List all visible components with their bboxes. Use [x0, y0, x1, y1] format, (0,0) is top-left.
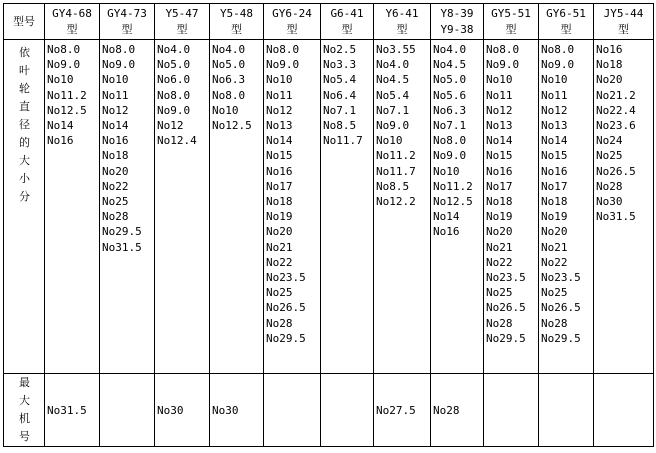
column-header: [594, 4, 654, 40]
size-list: No8.0 No9.0 No10 No11 No12 No13 No14 No15 No16 No17 No18 No19 No20 No21 No22 No23.5 No25 No26.5 No28 No29.5: [541, 43, 581, 345]
model-suffix: 型: [396, 22, 408, 36]
max-size-cell: [155, 374, 210, 447]
max-label-text: 最大机号: [19, 376, 30, 443]
max-size-value: No27.5: [376, 403, 416, 417]
size-list-cell: [484, 40, 539, 374]
sizes-row: [4, 40, 654, 374]
model-name: Y8-39: [440, 6, 474, 20]
column-header: [100, 4, 155, 40]
size-list-cell: [210, 40, 264, 374]
max-size-cell: [321, 374, 374, 447]
max-size-cell: [100, 374, 155, 447]
model-name: GY4-68: [52, 6, 92, 20]
max-size-cell: [594, 374, 654, 447]
sizes-row-label: [4, 40, 45, 374]
max-size-cell: [210, 374, 264, 447]
corner-label: 型号: [4, 4, 45, 40]
max-size-value: No30: [212, 403, 239, 417]
fan-model-size-table: [3, 3, 654, 447]
model-suffix: 型: [560, 22, 572, 36]
size-list: No16 No18 No20 No21.2 No22.4 No23.6 No24 No25 No26.5 No28 No30 No31.5: [596, 43, 636, 224]
model-name: G6-41: [330, 6, 364, 20]
max-row-label: [4, 374, 45, 447]
max-size-row: [4, 374, 654, 447]
model-suffix: 型: [231, 22, 242, 36]
size-list: No2.5 No3.3 No5.4 No6.4 No7.1 No8.5 No11.7: [323, 43, 363, 148]
size-list-cell: [539, 40, 594, 374]
max-size-cell: [539, 374, 594, 447]
header-row: [4, 4, 654, 40]
size-list-cell: [45, 40, 100, 374]
size-list-cell: [431, 40, 484, 374]
size-list: No8.0 No9.0 No10 No11 No12 No14 No16 No18 No20 No22 No25 No28 No29.5 No31.5: [102, 43, 142, 254]
size-list-cell: [264, 40, 321, 374]
size-list-cell: [155, 40, 210, 374]
model-name: Y6-41: [385, 6, 419, 20]
size-list-cell: [594, 40, 654, 374]
model-name: GY5-51: [491, 6, 531, 20]
size-list: No4.0 No5.0 No6.3 No8.0 No10 No12.5: [212, 43, 252, 133]
model-suffix: 型: [286, 22, 298, 36]
column-header: [431, 4, 484, 40]
size-list-cell: [374, 40, 431, 374]
model-name: GY6-24: [272, 6, 312, 20]
size-list: No8.0 No9.0 No10 No11 No12 No13 No14 No15 No16 No17 No18 No19 No20 No21 No22 No23.5 No25 No26.5 No28 No29.5: [266, 43, 306, 345]
sizes-label-text: 依叶轮直径的大小分: [19, 46, 30, 203]
max-size-value: No30: [157, 403, 184, 417]
model-name: GY6-51: [546, 6, 586, 20]
size-list: No4.0 No5.0 No6.0 No8.0 No9.0 No12 No12.4: [157, 43, 197, 148]
column-header: [210, 4, 264, 40]
column-header: [321, 4, 374, 40]
model-name: Y5-47: [165, 6, 199, 20]
column-header: [484, 4, 539, 40]
model-suffix: 型: [176, 22, 188, 36]
column-header: [264, 4, 321, 40]
max-size-cell: [374, 374, 431, 447]
max-size-cell: [264, 374, 321, 447]
column-header: [45, 4, 100, 40]
model-name: GY4-73: [107, 6, 147, 20]
model-name: JY5-44: [603, 6, 644, 20]
column-header: [374, 4, 431, 40]
size-list: No4.0 No4.5 No5.0 No5.6 No6.3 No7.1 No8.0 No9.0 No10 No11.2 No12.5 No14 No16: [433, 43, 473, 239]
column-header: [155, 4, 210, 40]
model-suffix: 型: [66, 22, 78, 36]
max-size-value: No31.5: [47, 403, 87, 417]
model-suffix: 型: [121, 22, 133, 36]
size-list: No8.0 No9.0 No10 No11 No12 No13 No14 No15 No16 No17 No18 No19 No20 No21 No22 No23.5 No25 No26.5 No28 No29.5: [486, 43, 526, 345]
model-suffix: 型: [505, 22, 517, 36]
model-name: Y5-48: [219, 6, 254, 20]
max-size-cell: [431, 374, 484, 447]
max-size-value: No28: [433, 403, 460, 417]
model-suffix: Y9-38: [440, 22, 474, 36]
model-suffix: 型: [618, 22, 629, 36]
model-suffix: 型: [341, 22, 353, 36]
max-size-cell: [45, 374, 100, 447]
size-list-cell: [100, 40, 155, 374]
column-header: [539, 4, 594, 40]
size-list: No3.55 No4.0 No4.5 No5.4 No7.1 No9.0 No10 No11.2 No11.7 No8.5 No12.2: [376, 43, 416, 209]
max-size-cell: [484, 374, 539, 447]
size-list-cell: [321, 40, 374, 374]
size-list: No8.0 No9.0 No10 No11.2 No12.5 No14 No16: [47, 43, 87, 148]
